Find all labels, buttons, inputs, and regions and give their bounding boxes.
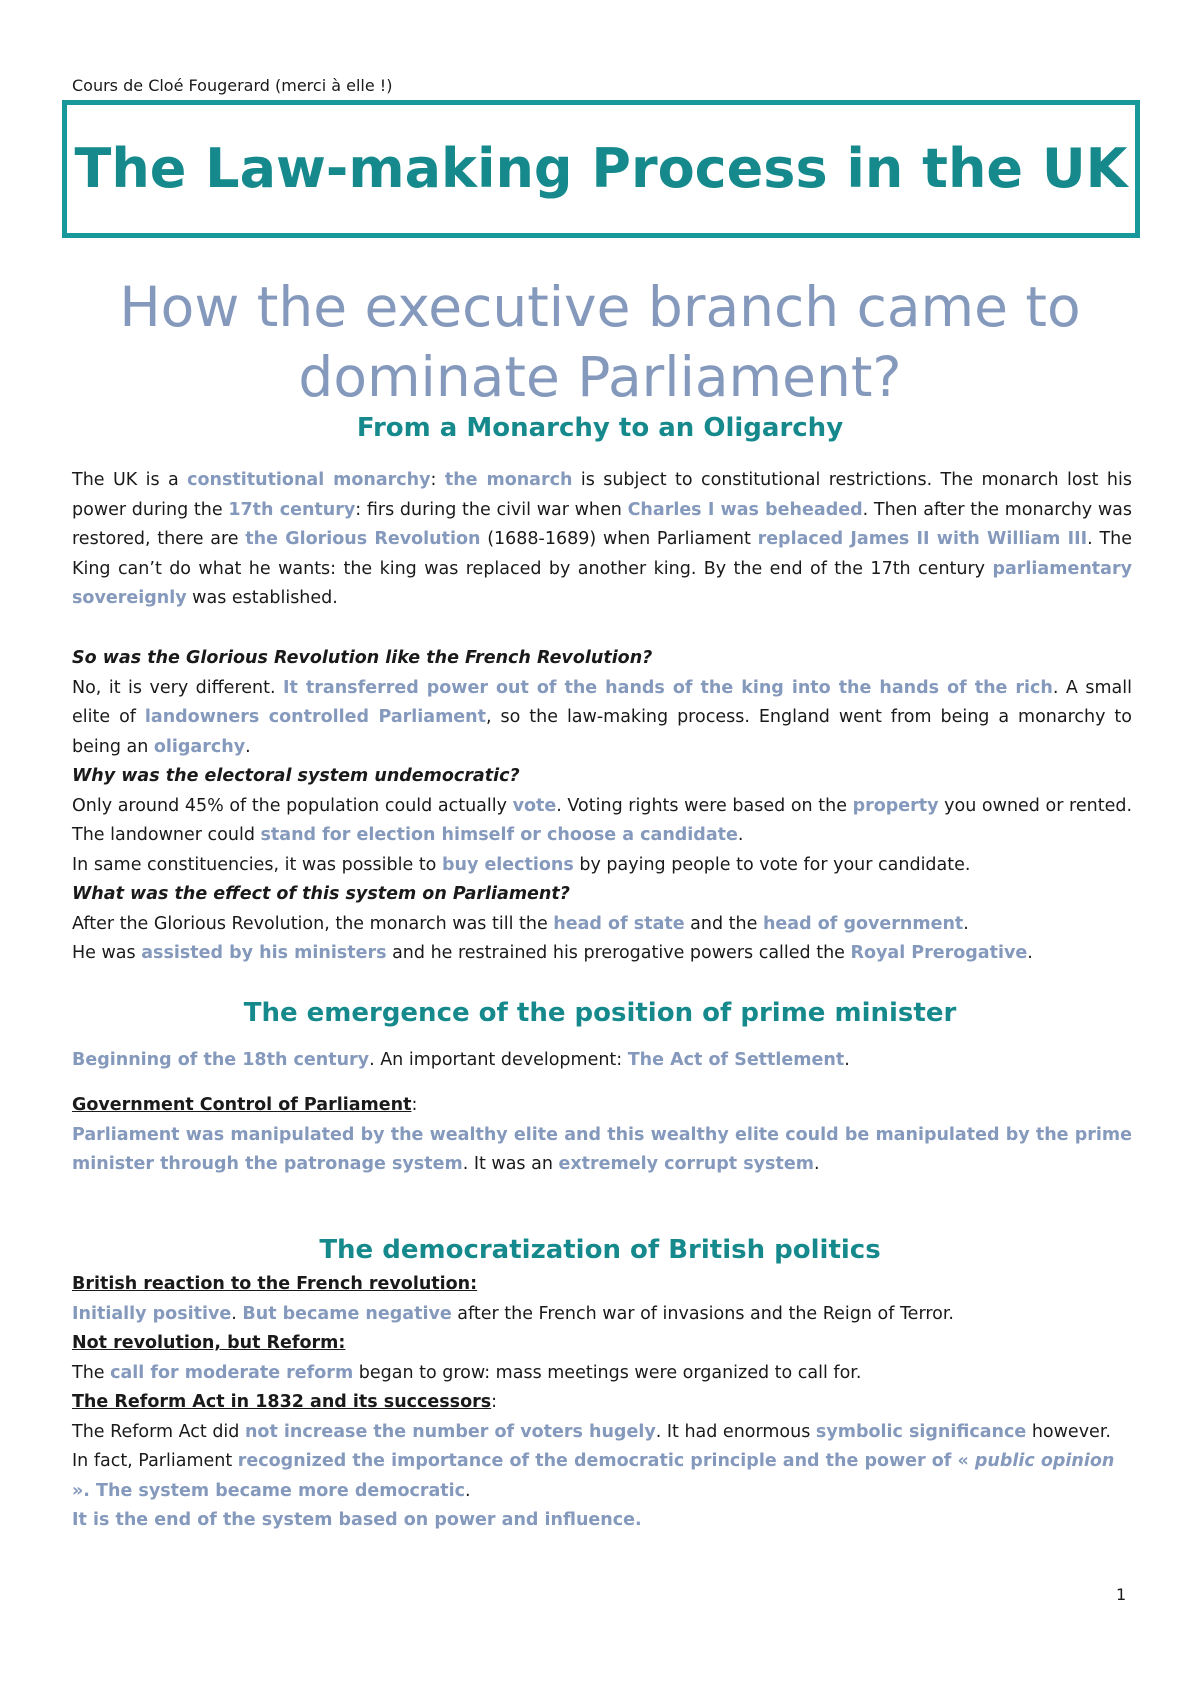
highlighted-term: symbolic significance	[815, 1421, 1027, 1442]
text-run: In fact, Parliament	[72, 1451, 238, 1471]
highlighted-term: replaced James II with William III	[757, 529, 1088, 549]
text-run: .	[844, 1050, 850, 1070]
highlighted-term: ». The system became more democratic	[72, 1480, 466, 1501]
text-run: :	[430, 470, 445, 490]
text-run: and he restrained his prerogative powers called the	[386, 943, 851, 963]
highlighted-term: buy elections	[441, 854, 574, 875]
text-run: is subject to constitutional restrictions. The monarch lost his power during the	[72, 470, 1132, 520]
highlighted-term: assisted by his ministers	[141, 943, 387, 963]
highlighted-term: head of state	[553, 913, 685, 934]
subheading-french-revolution: British reaction to the French revolution:	[72, 1274, 478, 1294]
text-run: and the	[684, 913, 763, 934]
question-electoral-system: Why was the electoral system undemocratic?	[72, 766, 520, 786]
highlighted-term: the Glorious Revolution	[245, 529, 481, 549]
highlighted-term: But became negative	[242, 1303, 452, 1324]
highlighted-term: not increase the number of voters hugely	[244, 1421, 656, 1442]
answer-electoral-system	[72, 792, 1132, 851]
main-question-heading: How the executive branch came to dominate Parliament?	[119, 275, 1081, 409]
text-run: (1688-1689) when Parliament	[480, 529, 758, 549]
eighteenth-century-paragraph	[72, 1046, 1132, 1076]
highlighted-term: head of government	[762, 913, 964, 934]
text-run: . A small elite of	[72, 677, 1132, 727]
text-run: In same constituencies, it was possible to	[72, 854, 442, 875]
section1-body	[72, 466, 1132, 614]
section2-body	[72, 1046, 1132, 1076]
conclusion-paragraph	[72, 1506, 1132, 1536]
question-glorious-revolution: So was the Glorious Revolution like the French Revolution?	[72, 648, 653, 668]
answer-ministers	[72, 939, 1132, 969]
highlighted-term: It is the end of the system based on power and influence.	[72, 1510, 642, 1530]
highlighted-term: Beginning of the 18th century	[72, 1050, 370, 1070]
section3-body	[72, 1270, 1132, 1536]
text-run: . Then after the monarchy was restored, there are	[72, 499, 1132, 549]
french-revolution-paragraph	[72, 1300, 1132, 1330]
subheading-reform: Not revolution, but Reform:	[72, 1333, 346, 1353]
text-run: by paying people to vote for your candidate.	[573, 854, 971, 875]
text-run: . It had enormous	[655, 1421, 816, 1442]
highlighted-term: Royal Prerogative	[850, 943, 1028, 963]
text-run: .	[813, 1154, 820, 1174]
intro-paragraph	[72, 466, 1132, 614]
reform-act-paragraph	[72, 1418, 1132, 1448]
text-run: .	[465, 1480, 471, 1501]
text-run: .	[737, 825, 744, 845]
text-run: : firs during the civil war when	[355, 499, 628, 520]
highlighted-term: property	[852, 795, 939, 816]
highlighted-term: It transferred power out of the hands of the king into the hands of the rich	[283, 677, 1053, 698]
question-effect-on-parliament: What was the effect of this system on Parliament?	[72, 884, 570, 904]
highlighted-term: extremely corrupt system	[558, 1154, 814, 1174]
highlighted-term: 17th century	[228, 499, 356, 520]
highlighted-term: public opinion	[974, 1451, 1115, 1471]
answer-glorious-revolution	[72, 674, 1132, 763]
text-run: was established.	[186, 588, 338, 608]
government-control-subheading: Government Control of Parliament:	[72, 1095, 418, 1115]
highlighted-term: the monarch	[444, 470, 573, 490]
patronage-paragraph	[72, 1121, 1132, 1180]
text-run: . It was an	[462, 1154, 559, 1174]
highlighted-term: parliamentary sovereignly	[72, 558, 1132, 608]
text-run: you owned or rented. The landowner could	[72, 795, 1133, 845]
credit-line: Cours de Cloé Fougerard (merci à elle !)	[72, 76, 393, 95]
highlighted-term: oligarchy	[153, 736, 246, 757]
text-run: .	[963, 913, 969, 934]
text-run: . Voting rights were based on the	[556, 795, 853, 816]
text-run: .	[245, 736, 251, 757]
reform-paragraph	[72, 1359, 1132, 1389]
text-run: No, it is very different.	[72, 677, 284, 698]
document-title: The Law-making Process in the UK	[74, 137, 1128, 200]
subheading-reform-act: The Reform Act in 1832 and its successors:	[72, 1392, 498, 1412]
section-heading-prime-minister: The emergence of the position of prime minister	[243, 998, 957, 1028]
highlighted-term: Initially positive	[72, 1303, 232, 1324]
highlighted-term: call for moderate reform	[110, 1362, 354, 1383]
text-run: Only around 45% of the population could actually	[72, 795, 513, 816]
text-run: .	[1027, 943, 1033, 963]
text-run: . The King can’t do what he wants: the king was replaced by another king. By the end of the 17th century	[72, 529, 1132, 579]
highlighted-term: stand for election himself or choose a candidate	[260, 825, 738, 845]
section2-government-control	[72, 1091, 1132, 1180]
answer-head-of-state	[72, 910, 1132, 940]
highlighted-term: Parliament was manipulated by the wealthy elite and this wealthy elite could be manipulated by the prime minister through the patronage system	[72, 1124, 1132, 1174]
highlighted-term: constitutional monarchy	[187, 470, 431, 490]
text-run: After the Glorious Revolution, the monarch was till the	[72, 913, 554, 934]
text-run: The UK is a	[72, 470, 188, 490]
highlighted-term: vote	[512, 795, 557, 816]
page-number: 1	[1116, 1585, 1127, 1604]
text-run: began to grow: mass meetings were organized to call for.	[353, 1362, 862, 1383]
answer-buy-elections	[72, 851, 1132, 881]
government-control-label: Government Control of Parliament	[72, 1095, 412, 1115]
text-run: .	[231, 1303, 243, 1324]
section-heading-democratization: The democratization of British politics	[319, 1235, 881, 1265]
highlighted-term: The Act of Settlement	[627, 1050, 845, 1070]
text-run: The	[72, 1362, 111, 1383]
text-run: , so the law-making process. England went from being a monarchy to being an	[72, 707, 1132, 757]
section-heading-monarchy-oligarchy: From a Monarchy to an Oligarchy	[356, 413, 844, 443]
highlighted-term: Charles I was beheaded	[627, 499, 863, 520]
highlighted-term: recognized the importance of the democratic principle and the power of «	[237, 1451, 975, 1471]
public-opinion-paragraph	[72, 1447, 1132, 1506]
text-run: The Reform Act did	[72, 1421, 245, 1442]
text-run: . An important development:	[369, 1050, 628, 1070]
text-run: He was	[72, 943, 142, 963]
section1-qa	[72, 644, 1132, 969]
text-run: after the French war of invasions and the Reign of Terror.	[451, 1303, 954, 1324]
text-run: however.	[1026, 1421, 1111, 1442]
highlighted-term: landowners controlled Parliament	[144, 707, 486, 727]
title-box	[62, 100, 1140, 238]
